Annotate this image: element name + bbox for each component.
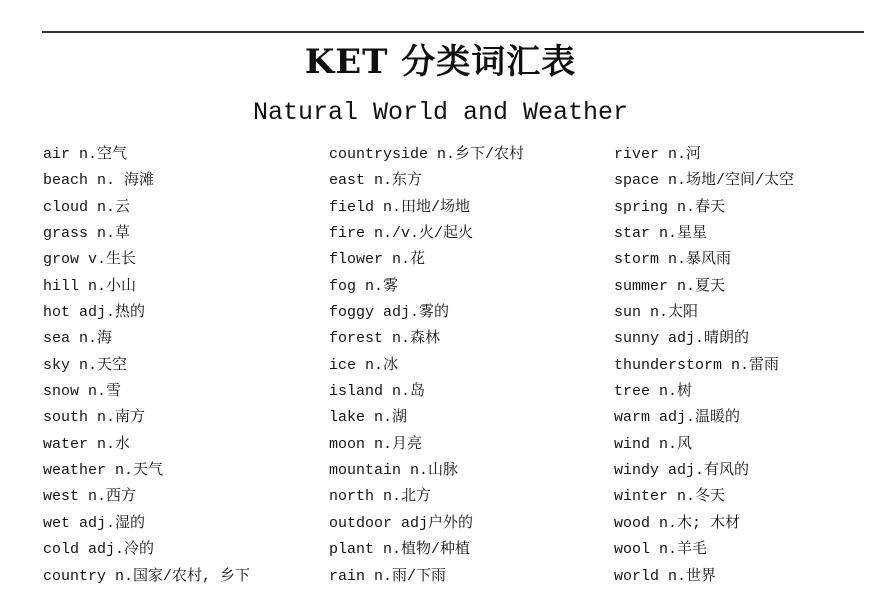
vocab-column-1 xyxy=(43,142,250,590)
vocab-entry: sunny adj.晴朗的 xyxy=(614,330,750,348)
vocab-entry: ice n.冰 xyxy=(329,356,399,374)
vocab-entry: snow n.雪 xyxy=(43,383,122,401)
vocab-entry: country n.国家/农村, 乡下 xyxy=(43,567,251,585)
vocab-entry: south n.南方 xyxy=(43,409,146,427)
vocab-entry: outdoor adj户外的 xyxy=(329,514,474,532)
vocab-entry: fire n./v.火/起火 xyxy=(329,225,474,243)
vocab-entry: warm adj.温暖的 xyxy=(614,409,741,427)
vocab-entry: sun n.太阳 xyxy=(614,304,699,322)
vocab-entry: storm n.暴风雨 xyxy=(614,251,732,269)
vocab-entry: winter n.冬天 xyxy=(614,488,726,506)
vocab-entry: beach n. 海滩 xyxy=(43,172,155,190)
vocab-entry: wood n.木; 木材 xyxy=(614,514,741,532)
vocab-entry: spring n.春天 xyxy=(614,198,726,216)
vocab-entry: hot adj.热的 xyxy=(43,304,146,322)
page-title: KET 分类词汇表 xyxy=(304,42,577,82)
vocab-entry: countryside n.乡下/农村 xyxy=(329,146,525,163)
vocab-entry: island n.岛 xyxy=(329,383,426,401)
vocab-entry: hill n.小山 xyxy=(43,277,137,295)
vocab-entry: wool n.羊毛 xyxy=(614,541,708,559)
vocab-entry: grass n.草 xyxy=(43,225,131,243)
vocab-entry: world n.世界 xyxy=(614,567,717,585)
vocab-entry: fog n.雾 xyxy=(329,277,399,295)
vocab-entry: north n.北方 xyxy=(329,488,432,506)
vocab-entry: space n.场地/空间/太空 xyxy=(614,172,795,190)
vocab-entry: water n.水 xyxy=(43,435,131,453)
vocab-entry: flower n.花 xyxy=(329,251,426,269)
vocab-entry: windy adj.有风的 xyxy=(614,462,750,480)
vocab-entry: tree n.树 xyxy=(614,383,693,401)
vocab-entry: cold adj.冷的 xyxy=(43,541,155,559)
vocab-entry: wind n.风 xyxy=(614,435,693,453)
vocab-entry: foggy adj.雾的 xyxy=(329,304,450,322)
vocab-entry: air n.空气 xyxy=(43,146,128,163)
vocab-entry: star n.星星 xyxy=(614,225,708,243)
vocab-entry: summer n.夏天 xyxy=(614,277,726,295)
top-divider xyxy=(42,31,864,33)
vocab-entry: plant n.植物/种植 xyxy=(329,541,471,559)
vocab-entry: rain n.雨/下雨 xyxy=(329,567,447,585)
vocab-column-2 xyxy=(329,142,524,590)
vocab-entry: moon n.月亮 xyxy=(329,435,423,453)
section-subtitle: Natural World and Weather xyxy=(252,98,629,127)
vocab-entry: east n.东方 xyxy=(329,172,423,190)
vocab-entry: mountain n.山脉 xyxy=(329,462,459,480)
vocab-entry: cloud n.云 xyxy=(43,198,131,216)
vocab-entry: wet adj.湿的 xyxy=(43,514,146,532)
vocab-entry: river n.河 xyxy=(614,146,702,163)
vocab-entry: sky n.天空 xyxy=(43,356,128,374)
vocab-entry: sea n.海 xyxy=(43,330,113,348)
vocab-entry: lake n.湖 xyxy=(329,409,408,427)
vocab-entry: field n.田地/场地 xyxy=(329,198,471,216)
vocab-entry: west n.西方 xyxy=(43,488,137,506)
vocab-entry: forest n.森林 xyxy=(329,330,441,348)
vocab-entry: thunderstorm n.雷雨 xyxy=(614,356,780,374)
vocab-entry: weather n.天气 xyxy=(43,462,164,480)
vocab-column-3 xyxy=(614,142,794,590)
vocab-entry: grow v.生长 xyxy=(43,251,137,269)
